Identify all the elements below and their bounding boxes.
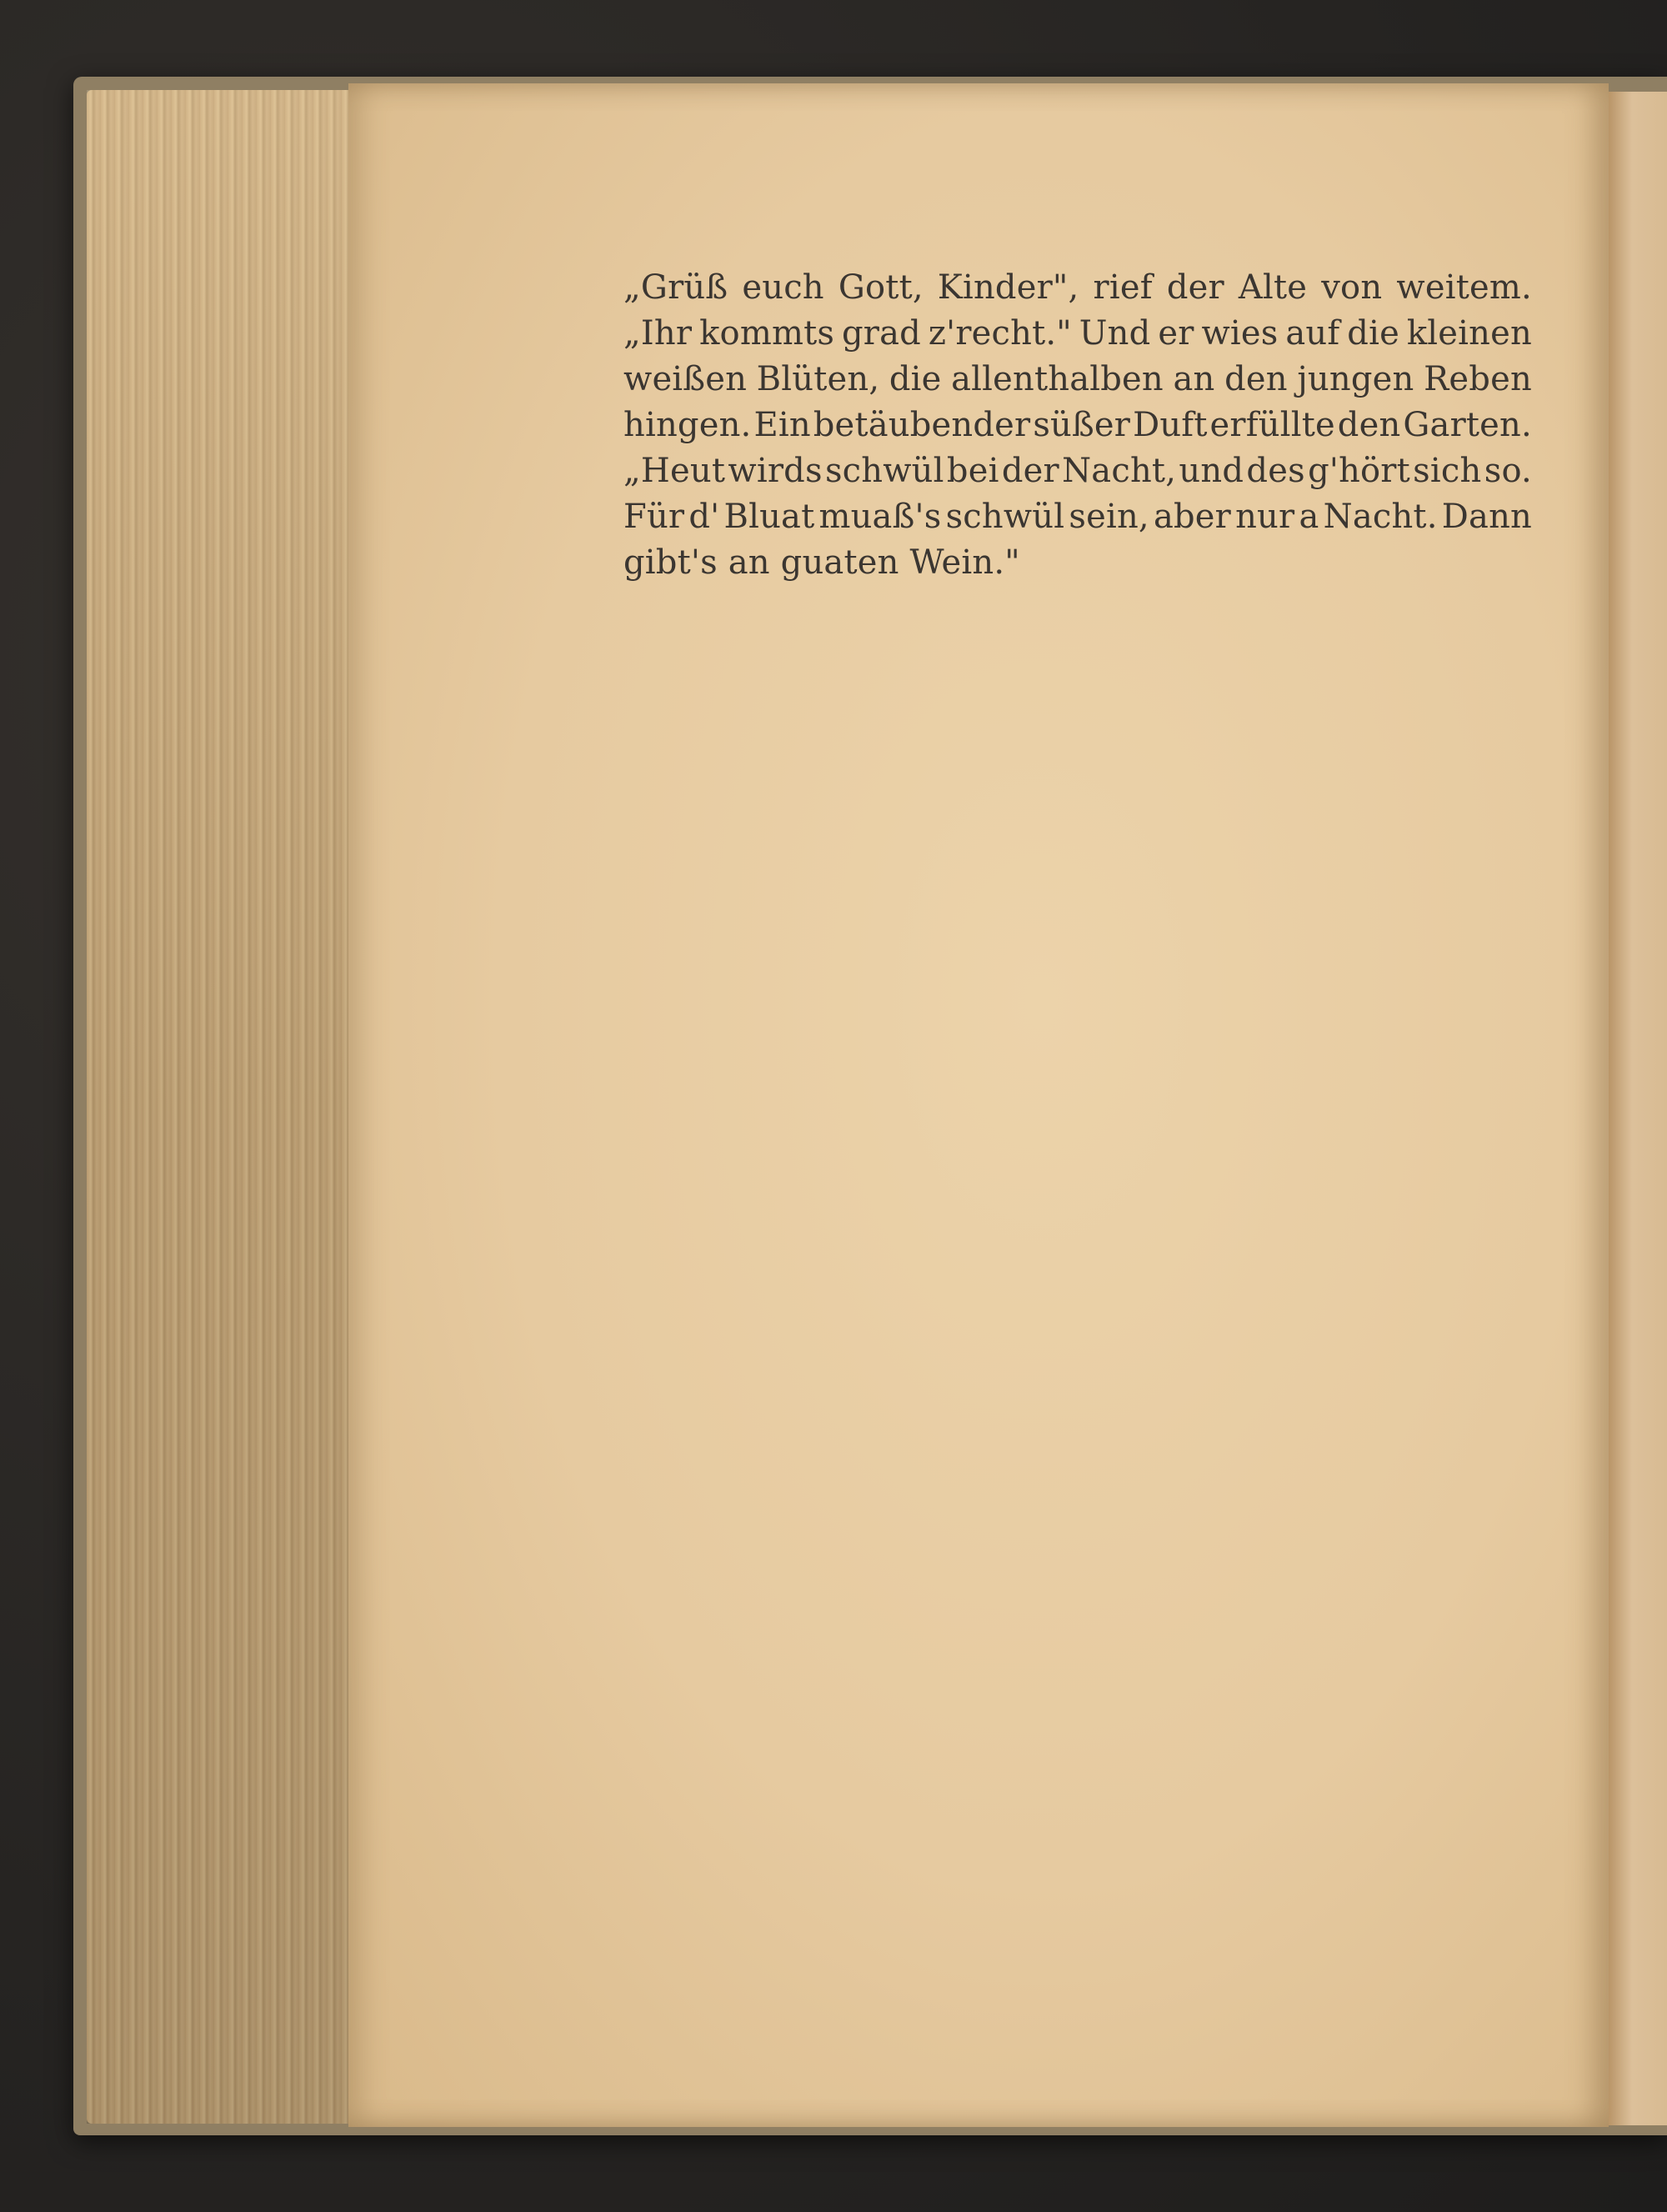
text-line [623, 265, 1532, 311]
text-word: Bluat [723, 498, 815, 536]
text-word: sein, [1069, 498, 1149, 536]
text-word: rief [1093, 268, 1153, 307]
text-line [623, 494, 1532, 540]
text-word: den [1337, 406, 1401, 444]
text-word: „Grüß [623, 268, 728, 307]
text-word: g'hört [1308, 452, 1410, 490]
facing-page-edge [1609, 92, 1667, 2125]
text-word: nur [1235, 498, 1295, 536]
text-word: schwül [945, 498, 1065, 536]
text-word: Reben [1424, 360, 1532, 398]
text-word: wies [1201, 314, 1279, 353]
text-word: auf [1285, 314, 1340, 353]
text-word: Kinder", [937, 268, 1079, 307]
text-word: die [889, 360, 942, 398]
text-word: gibt's [623, 543, 728, 582]
text-word: weißen [623, 360, 748, 398]
page-edges [87, 90, 352, 2124]
text-word: von [1321, 268, 1383, 307]
text-word: Blüten, [756, 360, 880, 398]
text-line [623, 311, 1532, 357]
text-word: d' [688, 498, 720, 536]
text-word: die [1347, 314, 1399, 353]
text-word: süßer [1033, 406, 1131, 444]
text-word: kleinen [1406, 314, 1532, 353]
text-word: Für [623, 498, 685, 536]
text-line [623, 540, 1532, 586]
text-word: weitem. [1396, 268, 1532, 307]
text-word: z'recht." [928, 314, 1072, 353]
text-word: guaten [780, 543, 910, 582]
text-word: des [1246, 452, 1305, 490]
page-text-block [623, 265, 1532, 586]
text-word: Gott, [838, 268, 924, 307]
text-word: Wein." [909, 543, 1020, 582]
text-word: a [1299, 498, 1319, 536]
text-word: betäubender [813, 406, 1031, 444]
text-word: Nacht, [1062, 452, 1177, 490]
text-line [623, 448, 1532, 494]
text-word: Und [1079, 314, 1151, 353]
text-word: grad [841, 314, 921, 353]
text-word: muaß's [818, 498, 942, 536]
text-word: und [1179, 452, 1244, 490]
text-word: an [728, 543, 781, 582]
text-word: so. [1484, 452, 1532, 490]
text-word: Duft [1133, 406, 1208, 444]
text-word: Ein [753, 406, 811, 444]
text-line [623, 357, 1532, 403]
text-word: Garten. [1403, 406, 1532, 444]
text-word: „Heut [623, 452, 726, 490]
text-word: an [1173, 360, 1215, 398]
text-word: bei [946, 452, 999, 490]
text-word: der [1001, 452, 1059, 490]
text-word: sich [1413, 452, 1482, 490]
text-word: hingen. [623, 406, 752, 444]
text-word: aber [1153, 498, 1231, 536]
text-word: wirds [728, 452, 823, 490]
text-word: kommts [699, 314, 835, 353]
text-line [623, 403, 1532, 448]
text-word: Nacht. [1323, 498, 1438, 536]
text-word: jungen [1297, 360, 1414, 398]
text-word: den [1224, 360, 1288, 398]
text-word: Alte [1238, 268, 1308, 307]
text-word: er [1158, 314, 1194, 353]
text-word: „Ihr [623, 314, 693, 353]
text-word: schwül [824, 452, 944, 490]
text-word: allenthalben [951, 360, 1164, 398]
text-word: euch [742, 268, 824, 307]
text-word: Dann [1441, 498, 1532, 536]
text-word: der [1166, 268, 1224, 307]
text-word: erfüllte [1209, 406, 1335, 444]
